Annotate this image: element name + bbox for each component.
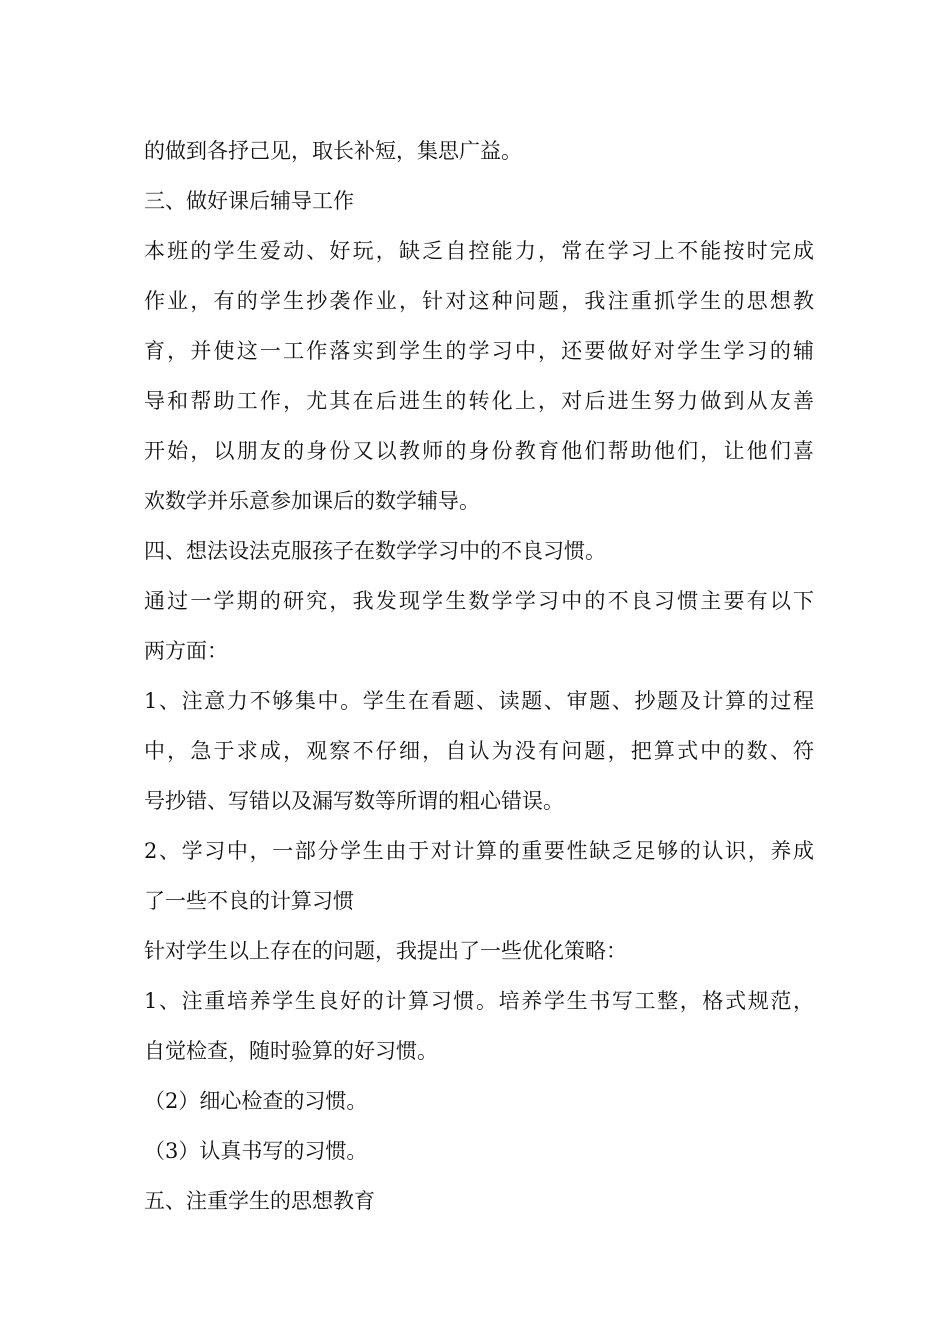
text-line: 自觉检查，随时验算的好习惯。 <box>144 1039 438 1063</box>
text-line: 育，并使这一工作落实到学生的学习中，还要做好对学生学习的辅 <box>144 339 814 363</box>
text-line: 两方面： <box>144 639 228 663</box>
text-line: 开始，以朋友的身份又以教师的身份教育他们帮助他们，让他们喜 <box>144 439 814 463</box>
text-line: 的做到各抒己见，取长补短，集思广益。 <box>144 139 522 163</box>
text-line: 导和帮助工作，尤其在后进生的转化上，对后进生努力做到从友善 <box>144 389 814 413</box>
text-line: 1、注重培养学生良好的计算习惯。培养学生书写工整，格式规范， <box>144 989 814 1013</box>
text-line: 了一些不良的计算习惯 <box>144 889 354 913</box>
text-line: 本班的学生爱动、好玩，缺乏自控能力，常在学习上不能按时完成 <box>144 239 814 263</box>
section-heading: 五、注重学生的思想教育 <box>144 1189 375 1213</box>
text-line: 针对学生以上存在的问题，我提出了一些优化策略： <box>144 939 627 963</box>
text-line: 号抄错、写错以及漏写数等所谓的粗心错误。 <box>144 789 564 813</box>
list-item: （2）细心检查的习惯。 <box>144 1089 368 1113</box>
section-heading: 四、想法设法克服孩子在数学学习中的不良习惯。 <box>144 539 606 563</box>
text-line: 作业，有的学生抄袭作业，针对这种问题，我注重抓学生的思想教 <box>144 289 814 313</box>
text-line: 中，急于求成，观察不仔细，自认为没有问题，把算式中的数、符 <box>144 739 814 763</box>
text-line: 欢数学并乐意参加课后的数学辅导。 <box>144 489 480 513</box>
text-line: 2、学习中，一部分学生由于对计算的重要性缺乏足够的认识，养成 <box>144 839 814 863</box>
text-line: 1、注意力不够集中。学生在看题、读题、审题、抄题及计算的过程 <box>144 689 814 713</box>
text-line: 通过一学期的研究，我发现学生数学学习中的不良习惯主要有以下 <box>144 589 814 613</box>
section-heading: 三、做好课后辅导工作 <box>144 189 354 213</box>
list-item: （3）认真书写的习惯。 <box>144 1139 368 1163</box>
